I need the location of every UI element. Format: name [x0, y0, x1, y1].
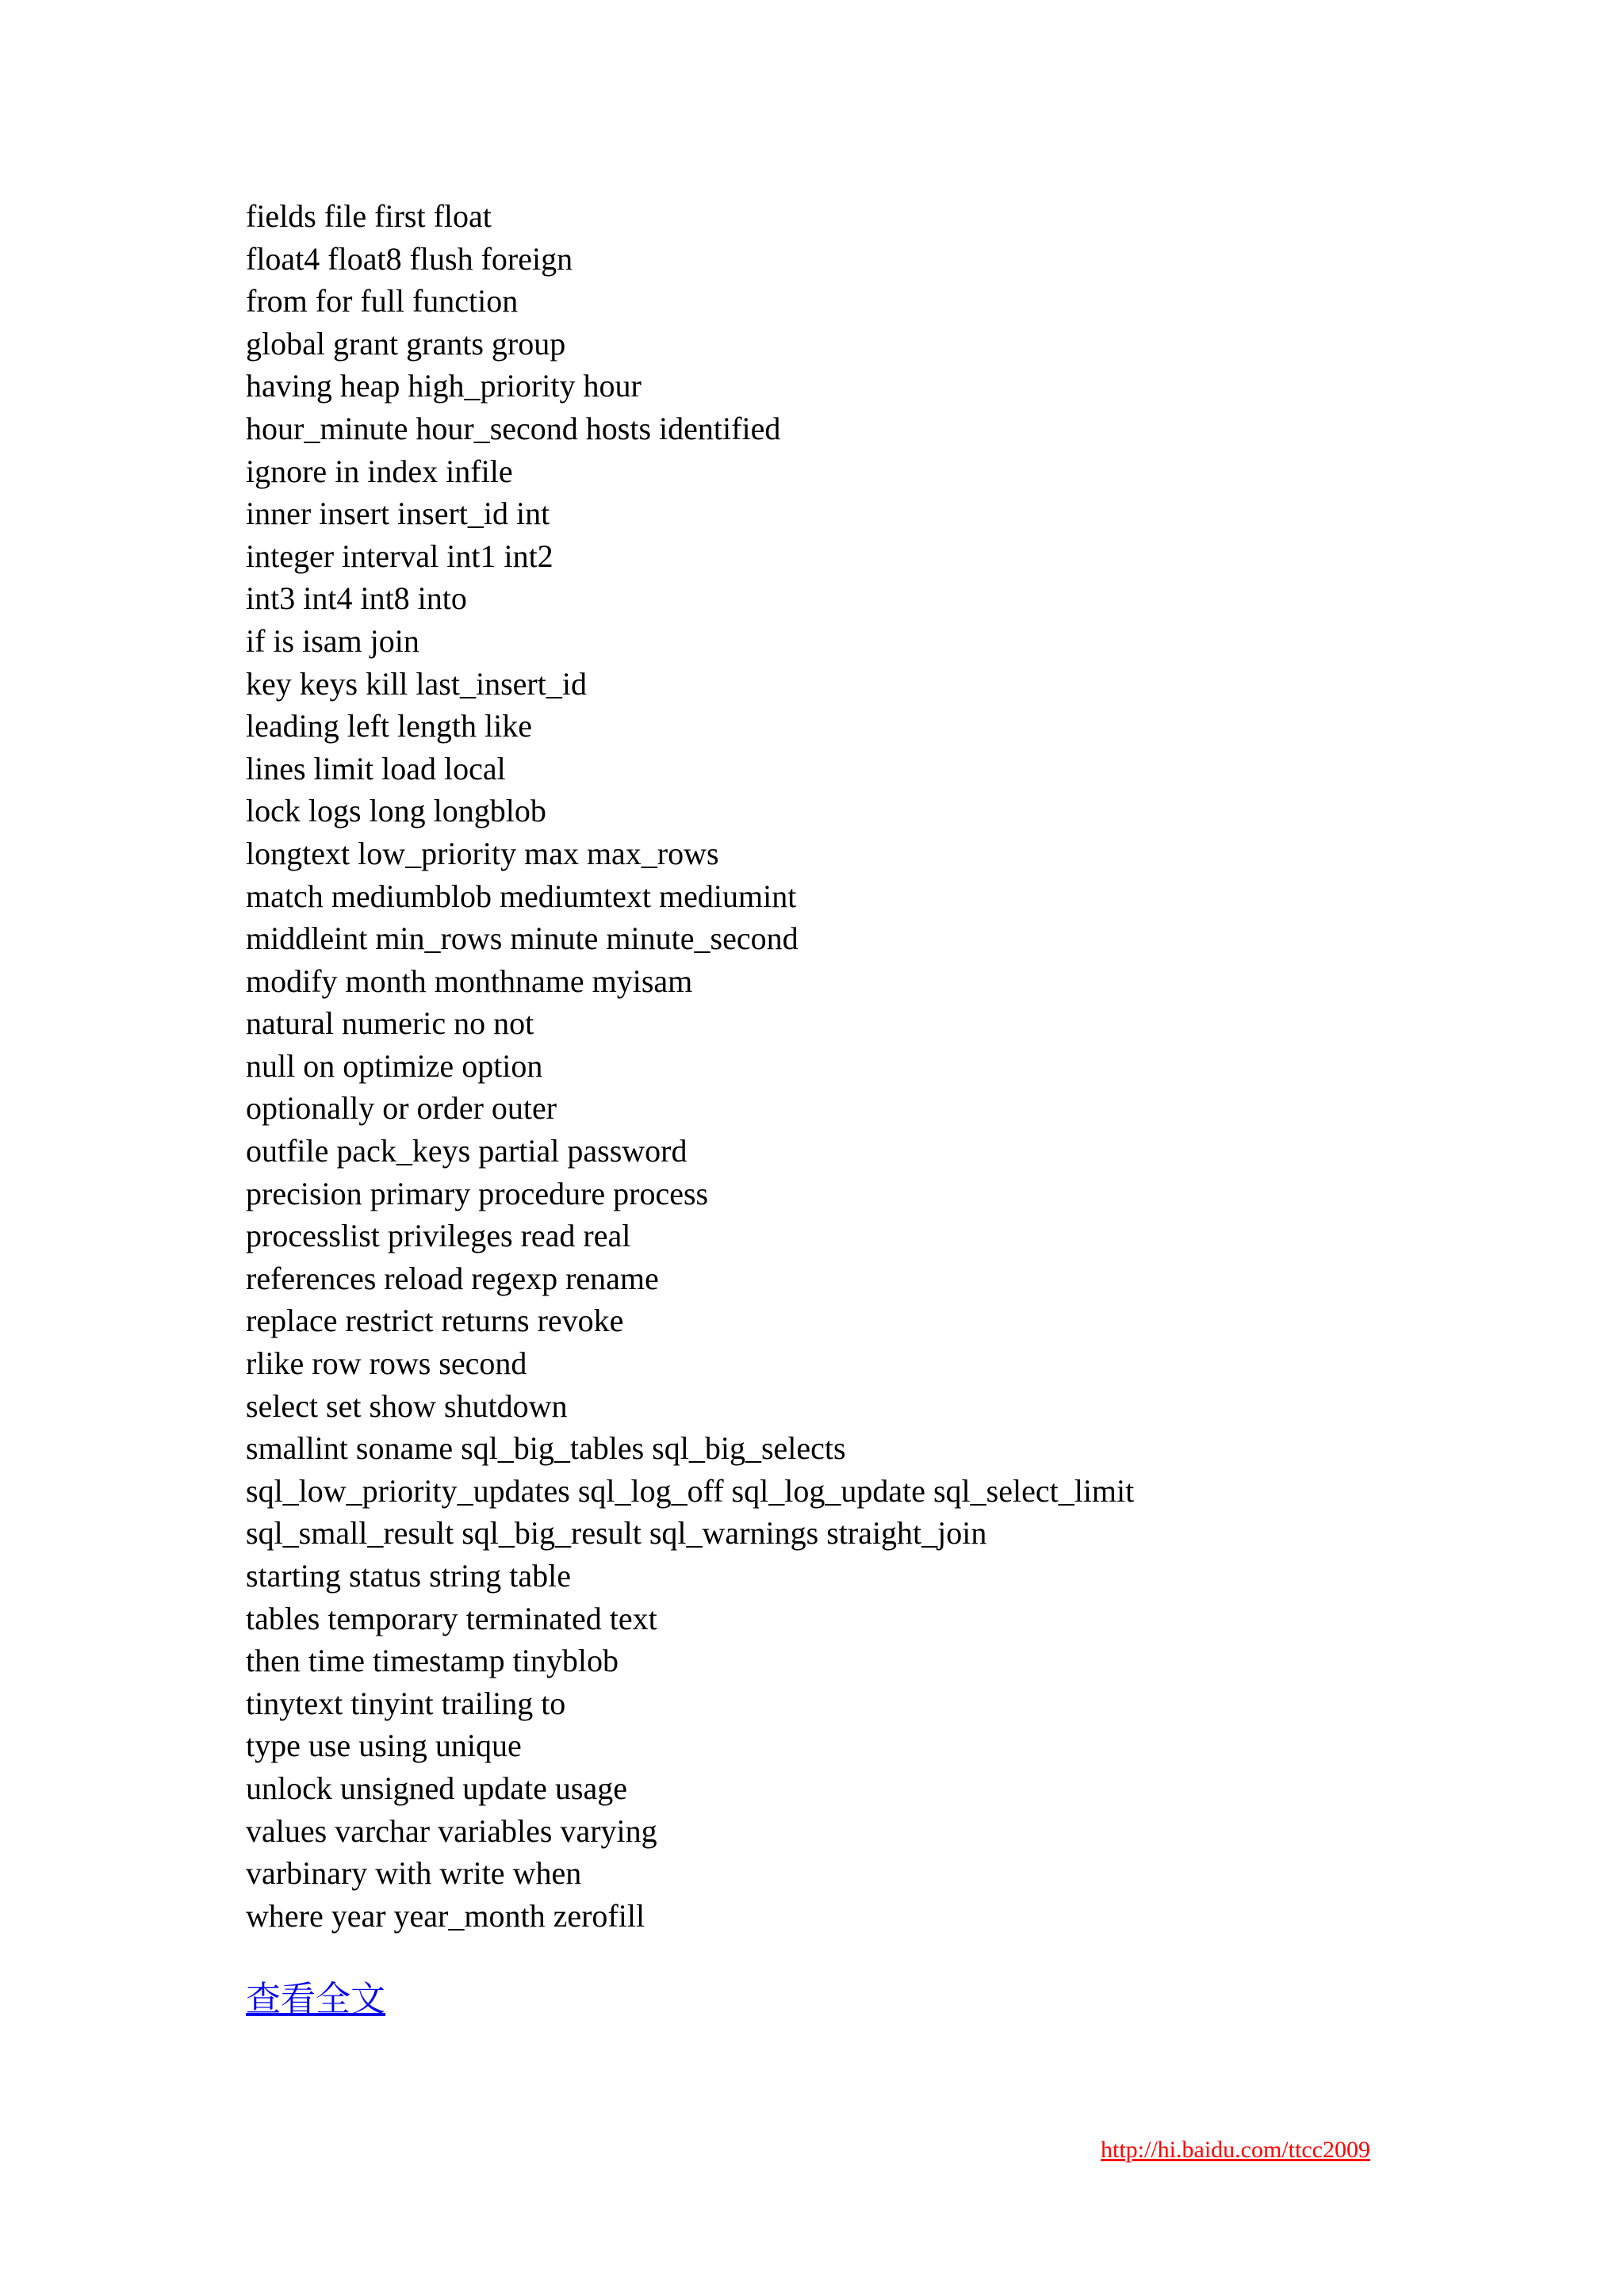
keyword-line: leading left length like [246, 708, 532, 744]
keyword-line: natural numeric no not [246, 1005, 534, 1042]
keyword-line: starting status string table [246, 1558, 571, 1594]
keyword-line: precision primary procedure process [246, 1175, 709, 1211]
keyword-list [246, 195, 1134, 1937]
keyword-line: rlike row rows second [246, 1345, 527, 1382]
keyword-line: match mediumblob mediumtext mediumint [246, 878, 797, 914]
keyword-line: null on optimize option [246, 1047, 543, 1084]
keyword-line: global grant grants group [246, 325, 566, 362]
keyword-line: outfile pack_keys partial password [246, 1133, 688, 1169]
keyword-line: ignore in index infile [246, 453, 513, 489]
keyword-line: varbinary with write when [246, 1855, 582, 1892]
keyword-line: processlist privileges read real [246, 1218, 631, 1254]
footer-url-link[interactable]: http://hi.baidu.com/ttcc2009 [1101, 2137, 1370, 2163]
keyword-line: smallint soname sql_big_tables sql_big_selects [246, 1430, 846, 1467]
keyword-line: type use using unique [246, 1728, 522, 1764]
keyword-line: select set show shutdown [246, 1387, 568, 1424]
keyword-line: then time timestamp tinyblob [246, 1643, 619, 1679]
keyword-line: lines limit load local [246, 750, 506, 786]
keyword-line: replace restrict returns revoke [246, 1303, 624, 1339]
keyword-line: sql_small_result sql_big_result sql_warnings straight_join [246, 1515, 987, 1552]
keyword-line: values varchar variables varying [246, 1812, 657, 1849]
keyword-line: int3 int4 int8 into [246, 580, 467, 617]
keyword-line: inner insert insert_id int [246, 496, 550, 532]
keyword-line: optionally or order outer [246, 1090, 557, 1127]
keyword-line: sql_low_priority_updates sql_log_off sql_log_update sql_select_limit [246, 1472, 1135, 1509]
view-full-text-link[interactable]: 查看全文 [246, 1979, 385, 2019]
keyword-line: where year year_month zerofill [246, 1897, 645, 1934]
keyword-line: key keys kill last_insert_id [246, 665, 587, 702]
keyword-line: from for full function [246, 283, 519, 320]
keyword-line: lock logs long longblob [246, 793, 546, 829]
keyword-line: fields file first float [246, 198, 492, 234]
keyword-line: middleint min_rows minute minute_second [246, 920, 799, 957]
keyword-line: tables temporary terminated text [246, 1600, 657, 1636]
keyword-line: float4 float8 flush foreign [246, 240, 573, 277]
keyword-line: integer interval int1 int2 [246, 538, 553, 574]
keyword-line: tinytext tinyint trailing to [246, 1685, 566, 1721]
keyword-line: having heap high_priority hour [246, 368, 642, 404]
keyword-line: modify month monthname myisam [246, 962, 693, 999]
keyword-line: longtext low_priority max max_rows [246, 835, 719, 871]
keyword-line: unlock unsigned update usage [246, 1770, 627, 1806]
keyword-line: hour_minute hour_second hosts identified [246, 410, 781, 446]
keyword-line: if is isam join [246, 622, 419, 659]
keyword-line: references reload regexp rename [246, 1260, 659, 1296]
